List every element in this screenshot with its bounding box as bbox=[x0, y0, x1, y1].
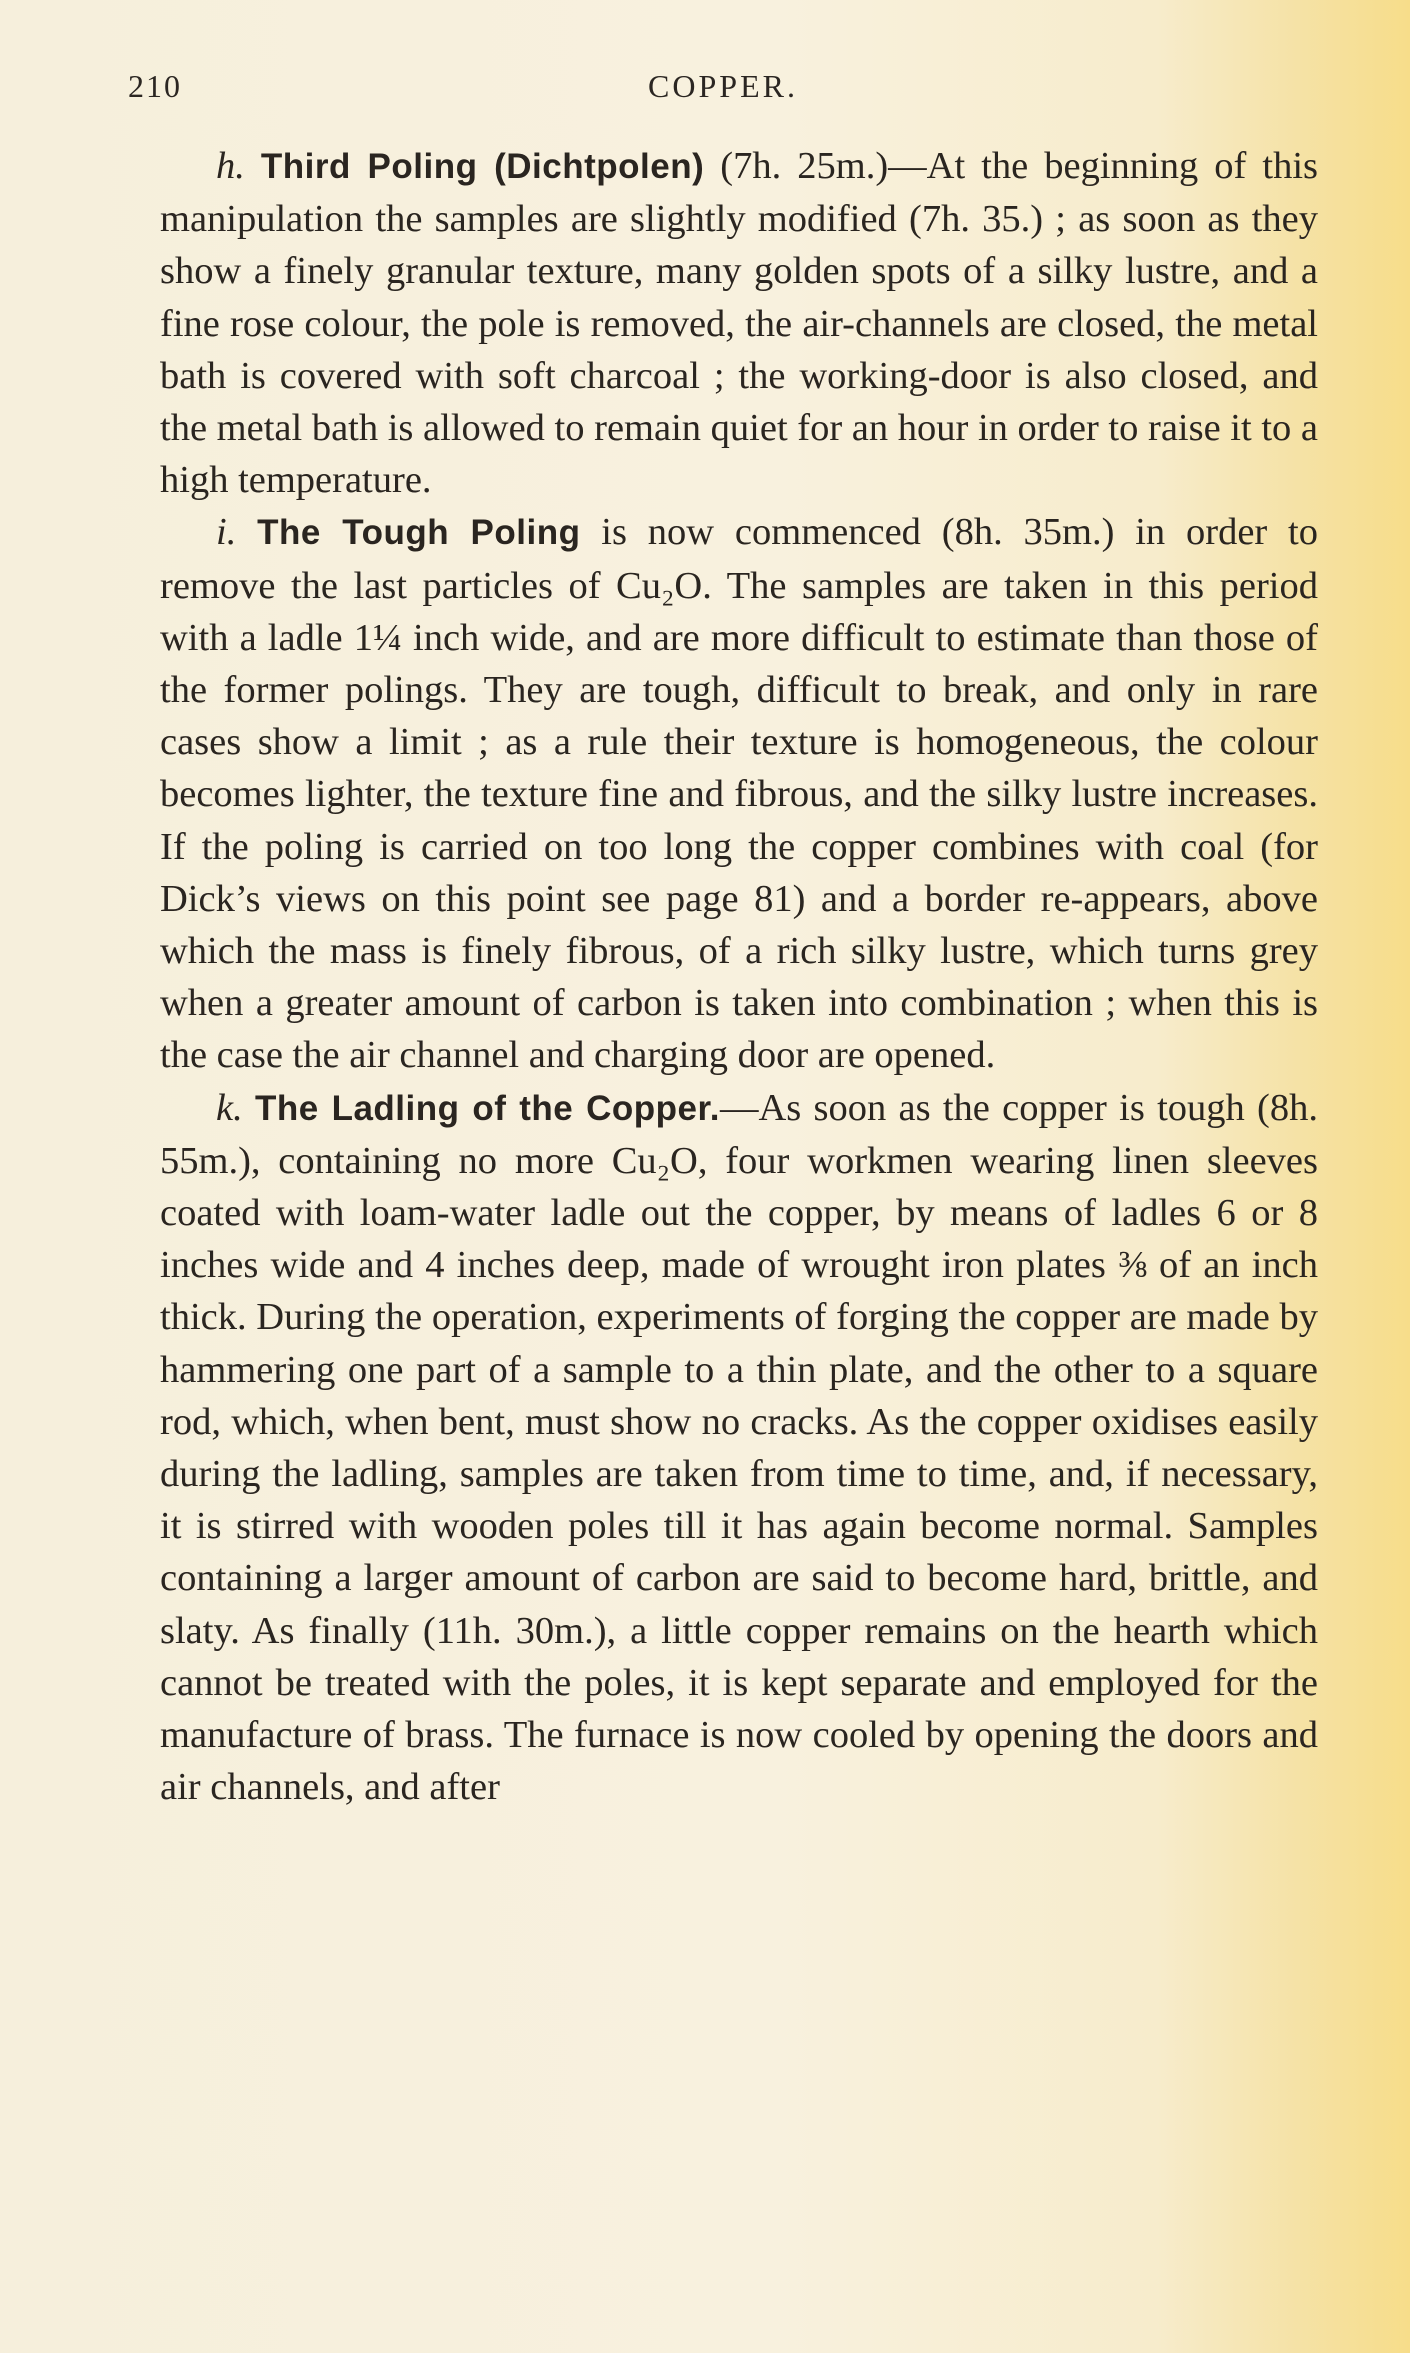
paragraph-letter: i. bbox=[216, 511, 237, 554]
paragraph-ladling bbox=[160, 1082, 1318, 1814]
running-title: COPPER. bbox=[648, 68, 798, 104]
page-number: 210 bbox=[128, 68, 182, 104]
paragraph-tough-poling bbox=[160, 506, 1318, 1081]
paragraph-heading: The Ladling of the Copper. bbox=[254, 1088, 720, 1128]
paragraph-text: (7h. 25m.)—At the beginning of this manipulation the samples are slightly modified (7h. 35.) ; as soon as they show a finely granular texture, many golden spots of a silky lustre, and a fine rose colour, the pole is removed, the air-channels are closed, the metal bath is covered with soft charcoal ; the working-door is also closed, and the metal bath is allowed to remain quiet for an hour in order to raise it to a high temperature. bbox=[160, 145, 1319, 502]
paragraph-letter: k. bbox=[216, 1086, 243, 1129]
body-text bbox=[160, 140, 1318, 1814]
running-head bbox=[128, 68, 1318, 108]
paragraph-heading: The Tough Poling bbox=[257, 513, 581, 553]
paragraph-text: is now commenced (8h. 35m.) in order to remove the last particles of Cu₂O. The samples are taken in this period with a ladle 1¼ inch wide, and are more difficult to estimate than those of the former polings. They are tough, difficult to break, and only in rare cases show a limit ; as a rule their texture is homogeneous, the colour becomes lighter, the texture fine and fibrous, and the silky lustre increases. If the poling is carried on too long the copper combines with coal (for Dick’s views on this point see page 81) and a border re-appears, above which the mass is finely fibrous, of a rich silky lustre, which turns grey when a greater amount of carbon is taken into combination ; when this is the case the air channel and charging door are opened. bbox=[160, 511, 1319, 1077]
paragraph-text: —As soon as the copper is tough (8h. 55m.), containing no more Cu₂O, four workmen wearing linen sleeves coated with loam-water ladle out the copper, by means of ladles 6 or 8 inches wide and 4 inches deep, made of wrought iron plates ⅜ of an inch thick. During the operation, experiments of forging the copper are made by hammering one part of a sample to a thin plate, and the other to a square rod, which, when bent, must show no cracks. As the copper oxidises easily during the ladling, samples are taken from time to time, and, if necessary, it is stirred with wooden poles till it has again become normal. Samples containing a larger amount of carbon are said to become hard, brittle, and slaty. As finally (11h. 30m.), a little copper remains on the hearth which cannot be treated with the poles, it is kept separate and employed for the manufacture of brass. The furnace is now cooled by opening the doors and air channels, and after bbox=[160, 1086, 1318, 1809]
paragraph-third-poling bbox=[160, 140, 1318, 506]
paragraph-letter: h. bbox=[216, 145, 245, 187]
paragraph-heading: Third Poling (Dichtpolen) bbox=[260, 147, 705, 186]
